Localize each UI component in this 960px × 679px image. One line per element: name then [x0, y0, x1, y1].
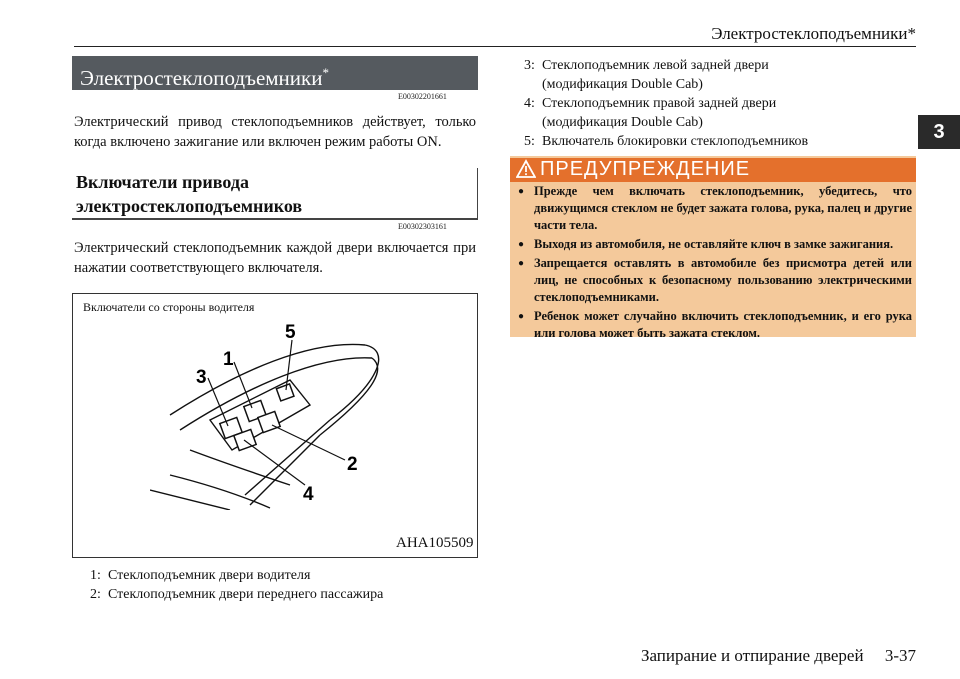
switch-lock	[276, 384, 294, 401]
callout-leader-2	[272, 425, 345, 460]
subsection-heading	[76, 170, 476, 218]
section-title	[72, 56, 478, 90]
page-footer	[641, 646, 916, 666]
callout-5: 5	[285, 322, 296, 343]
subsection-paragraph: Электрический стеклоподъемник каждой двери включается при нажатии соответствующего включателя.	[74, 240, 476, 276]
bullet-dot-icon: ●	[518, 311, 525, 322]
section-title-text: Электростеклоподъемники	[80, 66, 323, 90]
legend-list-left	[90, 566, 383, 604]
legend-subtext: (модификация Double Cab)	[542, 77, 703, 92]
door-panel-line	[330, 345, 379, 420]
warning-triangle-icon	[516, 159, 536, 179]
legend-item	[90, 585, 383, 604]
figure-caption: Включатели со стороны водителя	[83, 300, 255, 314]
subsection-heading-line1: Включатели привода	[76, 172, 249, 192]
figure-reference: AHA105509	[396, 535, 474, 551]
legend-number: 5:	[524, 134, 535, 149]
door-panel-line	[320, 358, 378, 435]
legend-text: Стеклоподъемник двери водителя	[108, 568, 311, 583]
legend-number: 1:	[90, 568, 101, 583]
section-title-mark: *	[322, 65, 329, 80]
warning-bullet-text: Прежде чем включать стеклоподъемник, убедитесь, что движущимся стеклом не будет зажата голова, рука, палец и другие части тела.	[534, 184, 912, 232]
warning-bullet	[518, 308, 912, 342]
callout-1: 1	[223, 349, 234, 370]
running-header: Электростеклоподъемники*	[711, 24, 916, 43]
legend-number: 4:	[524, 96, 535, 111]
warning-title: ПРЕДУПРЕЖДЕНИЕ	[540, 158, 751, 180]
warning-bullet-text: Выходя из автомобиля, не оставляйте ключ в замке зажигания.	[534, 237, 894, 251]
door-panel-line	[150, 490, 230, 510]
legend-item	[524, 56, 808, 75]
legend-text: Стеклоподъемник левой задней двери	[542, 58, 769, 73]
bullet-dot-icon: ●	[518, 186, 525, 197]
callout-4: 4	[303, 484, 314, 505]
legend-text: Включатель блокировки стеклоподъемников	[542, 134, 809, 149]
bullet-dot-icon: ●	[518, 258, 525, 269]
legend-subtext: (модификация Double Cab)	[542, 115, 703, 130]
legend-text: Стеклоподъемник двери переднего пассажира	[108, 587, 384, 602]
legend-number: 3:	[524, 58, 535, 73]
warning-bullet-text: Запрещается оставлять в автомобиле без присмотра детей или лиц, не способных к безопасному пользованию электрическими стеклоподъемниками.	[534, 256, 912, 304]
section-paragraph: Электрический привод стеклоподъемников действует, только когда включено зажигание или включен режим работы ON.	[74, 114, 476, 150]
page-number: 3-37	[884, 646, 916, 665]
door-panel-line	[190, 450, 290, 485]
warning-bullet-text: Ребенок может случайно включить стеклоподъемник, и его рука или голова может быть зажата стеклом.	[534, 309, 912, 340]
bullet-dot-icon: ●	[518, 239, 525, 250]
chapter-tab[interactable]: 3	[918, 115, 960, 149]
legend-item	[524, 94, 808, 113]
legend-item	[524, 132, 808, 151]
callout-3: 3	[196, 367, 207, 388]
subsection-heading-line2: электростеклоподъемников	[76, 196, 303, 216]
header-rule	[74, 46, 916, 47]
legend-item	[90, 566, 383, 585]
callout-leader-4	[244, 440, 305, 485]
window-switch-illustration	[150, 310, 390, 510]
legend-text: Стеклоподъемник правой задней двери	[542, 96, 777, 111]
subsection-code: E00302303161	[398, 222, 447, 231]
footer-section-name: Запирание и отпирание дверей	[640, 646, 864, 665]
warning-bullet	[518, 255, 912, 306]
door-panel-line	[170, 475, 270, 508]
callout-leader-1	[234, 362, 252, 408]
callout-leader-5	[286, 340, 292, 390]
legend-number: 2:	[90, 587, 101, 602]
warning-bullet	[518, 236, 912, 253]
warning-bullet	[518, 183, 912, 234]
callout-2: 2	[347, 454, 358, 475]
legend-list-right	[524, 56, 808, 151]
warning-body	[518, 183, 912, 344]
section-code: E00302201661	[398, 92, 447, 101]
